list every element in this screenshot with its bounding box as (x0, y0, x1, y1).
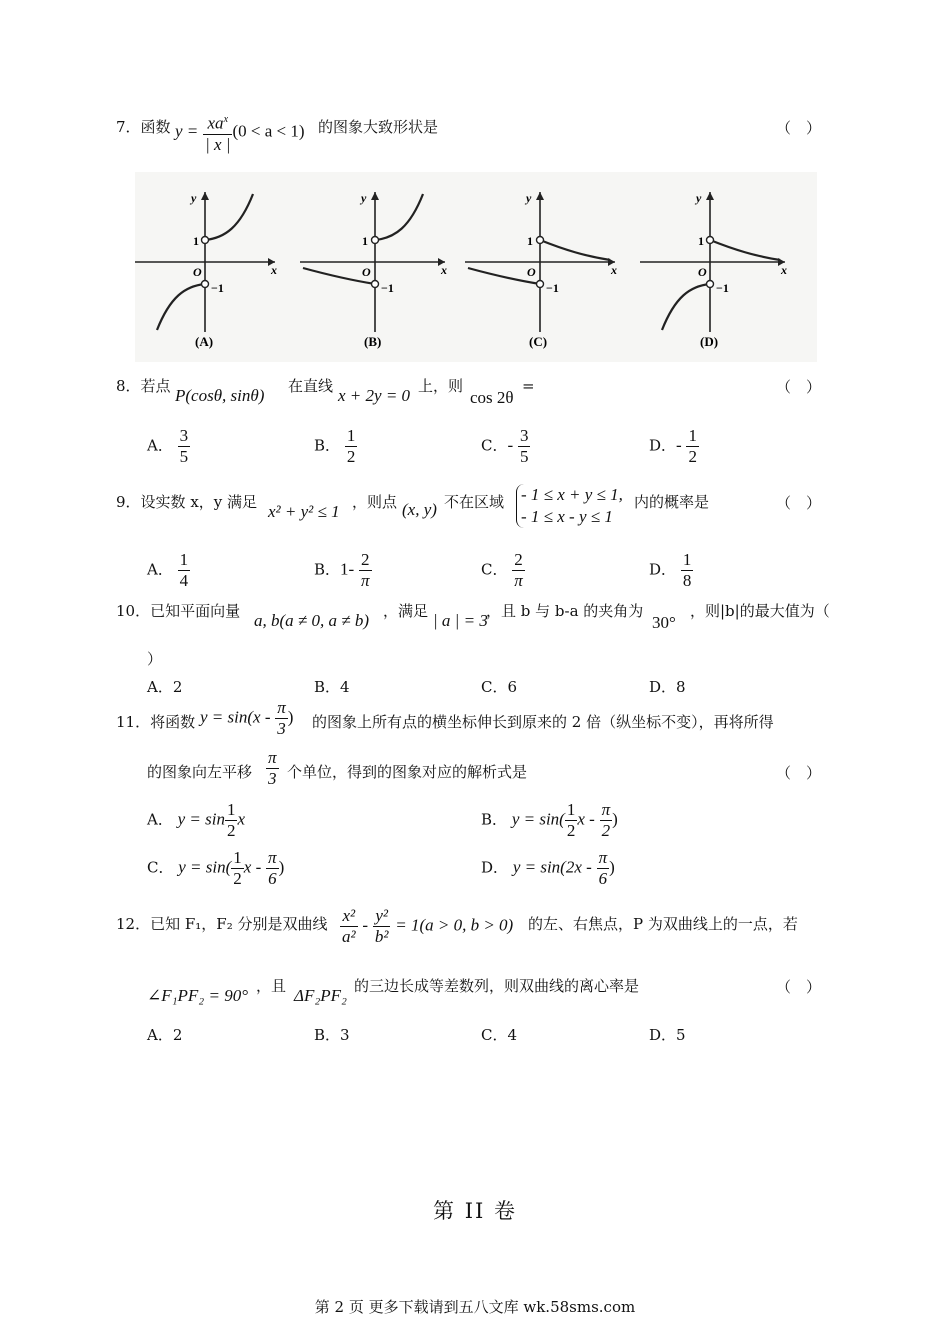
q8-line: x + 2y = 0 (338, 386, 411, 405)
q8-expr: cos 2θ (470, 388, 514, 407)
svg-text:y: y (191, 191, 197, 205)
q9-answer-paren: （ ） (776, 494, 822, 512)
q9-number-lead: 9．设实数 x，y 满足 (116, 493, 258, 511)
q12-tail: 的左、右焦点，P 为双曲线上的一点，若 (528, 915, 798, 933)
svg-text:1: 1 (362, 234, 368, 248)
q10-mid: ，满足 (383, 602, 429, 620)
q11-line2-lead: 的图象向左平移 (147, 763, 253, 781)
svg-text:x: x (271, 263, 277, 277)
q9-option-c[interactable]: C． $\frac{2}{\pi}$ (481, 550, 523, 590)
svg-text:x: x (611, 263, 617, 277)
q12-option-d[interactable]: D．5 (649, 1026, 686, 1044)
svg-text:x: x (781, 263, 787, 277)
q10-mid2: ，且 b 与 b-a 的夹角为 (486, 602, 644, 620)
q7-line (116, 117, 171, 137)
q11-option-a[interactable]: A． y = sin $\frac{1}{2}$ x (147, 800, 246, 840)
q7-condition: (0 < a < 1) (232, 121, 305, 141)
svg-text:O: O (698, 265, 707, 279)
q8-option-b[interactable]: B． $\frac{1}{2}$ (314, 426, 356, 466)
q10-number-lead: 10．已知平面向量 (116, 602, 241, 620)
q11-line2-tail: 个单位，得到的图象对应的解析式是 (287, 763, 528, 781)
q12-tail2: 的三边长成等差数列，则双曲线的离心率是 (354, 977, 640, 995)
q10-tail: ，则|b|的最大值为（ (690, 602, 830, 620)
q8-point: P(cosθ, sinθ) (175, 386, 265, 405)
q10-option-a[interactable]: A．2 (147, 678, 183, 696)
q8-tail: 上，则 (418, 377, 464, 395)
svg-text:y: y (361, 191, 367, 205)
svg-text:−1: −1 (546, 281, 559, 295)
svg-text:(C): (C) (529, 334, 548, 349)
q9-cond: x² + y² ≤ 1 (268, 502, 340, 521)
q9-option-b[interactable]: B．1- $\frac{2}{\pi}$ (314, 550, 370, 590)
q11-option-c[interactable]: C． y = sin( $\frac{1}{2}$ x - $\frac{\pi}{6}$ ) (147, 848, 285, 888)
section-title: 第 II 卷 (433, 1199, 517, 1223)
q7-answer-paren: （ ） (776, 119, 822, 137)
svg-text:x: x (441, 263, 447, 277)
q8-option-d[interactable]: D．- $\frac{1}{2}$ (649, 426, 697, 466)
svg-text:−1: −1 (211, 281, 224, 295)
svg-text:1: 1 (698, 234, 704, 248)
svg-text:−1: −1 (716, 281, 729, 295)
q10-close: ） (147, 650, 163, 668)
q11-option-d[interactable]: D． y = sin(2x - $\frac{\pi}{6}$ ) (481, 848, 615, 888)
q12-number-lead: 12．已知 F₁，F₂ 分别是双曲线 (116, 915, 328, 933)
q7-lead: 函数 (140, 118, 171, 136)
q8-answer-paren: （ ） (776, 378, 822, 396)
svg-text:(B): (B) (364, 334, 382, 349)
svg-text:y: y (526, 191, 532, 205)
q12-mid: ，且 (256, 977, 287, 995)
q7-tail: 的图象大致形状是 (318, 118, 439, 136)
q10-option-d[interactable]: D．8 (649, 678, 686, 696)
q12-hyperbola: $\frac{\text{x²}}{\text{a²}}$ - $\frac{\text{y²}}{\text{b²}}$ = 1(a > 0, b > 0) (342, 906, 514, 946)
q10-cond: | a | = 3 (433, 611, 488, 630)
svg-text:(D): (D) (700, 334, 719, 349)
q10-vectors: a, b(a ≠ 0, a ≠ b) (254, 611, 369, 630)
q12-angle: ∠F₁PF₂ = 90° (147, 986, 248, 1005)
svg-text:(A): (A) (195, 334, 214, 349)
q12-answer-paren: （ ） (776, 978, 822, 996)
svg-text:1: 1 (193, 234, 199, 248)
svg-text:−1: −1 (381, 281, 394, 295)
q9-tail: 内的概率是 (634, 493, 710, 511)
svg-text:O: O (193, 265, 202, 279)
q9-region: - 1 ≤ x + y ≤ 1, - 1 ≤ x - y ≤ 1 (516, 484, 623, 528)
q9-option-a[interactable]: A． $\frac{1}{4}$ (147, 550, 189, 590)
q10-option-b[interactable]: B．4 (314, 678, 350, 696)
svg-text:1: 1 (527, 234, 533, 248)
svg-text:y: y (696, 191, 702, 205)
q12-option-b[interactable]: B．3 (314, 1026, 350, 1044)
q8-option-c[interactable]: C．- $\frac{3}{5}$ (481, 426, 529, 466)
q7-y: y = (175, 121, 199, 141)
q12-triangle: ΔF₂PF₂ (294, 986, 347, 1005)
q8-mid: 在直线 (288, 377, 334, 395)
q7-graphs (135, 172, 817, 362)
q10-angle: 30° (652, 613, 676, 632)
q11-number-lead: 11．将函数 (116, 713, 196, 731)
q10-option-c[interactable]: C．6 (481, 678, 518, 696)
q8-option-a[interactable]: A． $\frac{3}{5}$ (147, 426, 189, 466)
q11-func: y = sin(x - $\frac{\pi}{3}$ ) (200, 698, 294, 738)
q11-tail: 的图象上所有点的横坐标伸长到原来的 2 倍（纵坐标不变），再将所得 (312, 713, 774, 731)
q11-answer-paren: （ ） (776, 764, 822, 782)
q12-option-a[interactable]: A．2 (147, 1026, 183, 1044)
q8-eq: = (522, 377, 535, 395)
q11-shift: $\frac{\pi}{3}$ (268, 748, 277, 788)
q11-option-b[interactable]: B． y = sin( $\frac{1}{2}$ x - $\frac{\pi}{2}$ ) (481, 800, 618, 840)
svg-text:O: O (362, 265, 371, 279)
q12-option-c[interactable]: C．4 (481, 1026, 518, 1044)
q7-fraction: $\frac{xa^x}{| x |}$ (203, 110, 232, 155)
q9-mid2: 不在区域 (444, 493, 505, 511)
q9-point: (x, y) (402, 500, 437, 519)
q7-number: 7． (116, 118, 141, 136)
q7-formula (175, 110, 305, 155)
q8-number-lead: 8．若点 (116, 377, 171, 395)
page-footer: 第 2 页 更多下载请到五八文库 wk.58sms.com (314, 1298, 636, 1316)
svg-text:O: O (527, 265, 536, 279)
q9-mid: ，则点 (352, 493, 398, 511)
q9-option-d[interactable]: D． $\frac{1}{8}$ (649, 550, 692, 590)
